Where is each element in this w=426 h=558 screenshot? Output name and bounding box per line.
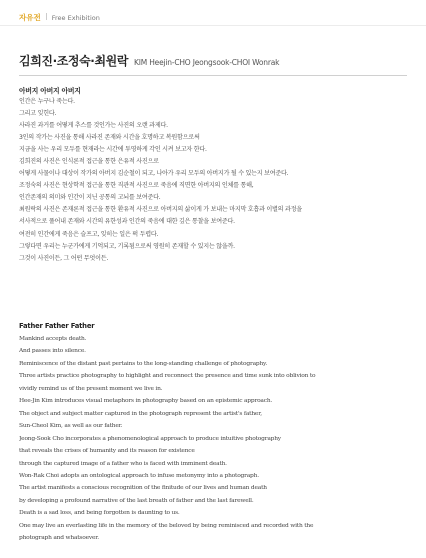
english-line: through the captured image of a father who is faced with imminent death. [19, 460, 227, 467]
korean-line: 조정숙의 사진은 현상학적 접근을 통한 직관적 사진으로 죽음에 직면한 아버지의 인체를 통해, [19, 182, 254, 190]
header-divider [0, 25, 426, 26]
page-title-row [19, 52, 279, 69]
english-line: One may live an everlasting life in the memory of the beloved by being reminisced and recorded with the [19, 522, 314, 529]
korean-line: 그것이 사진이든, 그 어떤 무엇이든. [19, 254, 109, 262]
english-line: Sun-Cheol Kim, as well as our father. [19, 423, 123, 430]
breadcrumb-category-en: Free Exhibition [51, 14, 100, 22]
english-heading: Father Father Father [19, 322, 95, 330]
korean-line: 인간은 누구나 죽는다. [19, 98, 75, 105]
english-line: Mankind accepts death. [19, 336, 87, 342]
english-line: Jeong-Sook Cho incorporates a phenomenological approach to produce intuitive photography [19, 435, 281, 442]
korean-line: 그리고 잊힌다. [19, 110, 57, 118]
page-title: 김희진·조정숙·최원락 [19, 54, 129, 68]
korean-line: 3인의 작가는 사진을 통해 사라진 존재와 시간을 호명하고 복원함으로써 [19, 134, 200, 142]
korean-heading: 아버지 아버지 아버지 [19, 87, 81, 95]
korean-line: 서사적으로 풀어내 존재와 시간의 유한성과 인간의 죽음에 대한 깊은 통찰을 보여준다. [19, 218, 235, 226]
english-line: Death is a sad loss, and being forgotten is daunting to us. [19, 510, 180, 517]
title-divider [19, 75, 407, 76]
breadcrumb-category[interactable]: 자유전 [19, 13, 41, 22]
korean-text [19, 96, 416, 265]
korean-line: 지금을 사는 우리 모두를 현재라는 시간에 투영하게 각인 시켜 보고자 한다. [19, 146, 207, 154]
korean-line: 최원락의 사진은 존재론적 접근을 통한 환유적 사진으로 아버지의 삶이게 가 보내는 마지막 호흡과 이별의 과정을 [19, 206, 302, 214]
english-line: Hee-Jin Kim introduces visual metaphors in photography based on an epistemic approach. [19, 398, 273, 405]
english-line: And passes into silence. [19, 348, 86, 355]
korean-line: 그렇다면 우리는 누군가에게 기억되고, 기록됨으로써 영원히 존재할 수 있지는 않을까. [19, 242, 235, 250]
page-title-en: KIM Heejin-CHO Jeongsook-CHOI Wonrak [134, 58, 280, 67]
korean-line: 여전히 인간에게 죽음은 슬프고, 잊히는 일은 퍽 두렵다. [19, 230, 159, 238]
korean-line: 인간존재의 의미와 인간이 지닌 공통의 고뇌를 보여준다. [19, 194, 161, 202]
english-text [19, 333, 416, 545]
english-line: Three artists practice photography to highlight and reconnect the presence and time sunk into oblivion to [19, 373, 316, 380]
english-line: Reminiscence of the distant past pertains to the long-standing challenge of photography. [19, 360, 268, 367]
english-line: that reveals the crises of humanity and its reason for existence [19, 448, 195, 455]
english-line: Won-Rak Choi adopts an ontological approach to infuse metonymy into a photograph. [19, 472, 259, 479]
english-line: The artist manifests a conscious recognition of the finitude of our lives and human death [19, 485, 267, 492]
english-line: photograph and whatsoever. [19, 535, 99, 542]
korean-line: 어떻게 사물이나 대상이 작가의 아버지 김순철이 되고, 나아가 우리 모두의 아버지가 될 수 있는지 보여준다. [19, 170, 289, 178]
english-line: vividly remind us of the present moment we live in. [19, 385, 163, 392]
english-line: by developing a profound narrative of the last breath of father and the last farewell. [19, 497, 254, 504]
english-line: The object and subject matter captured in the photograph represent the artist's father, [19, 410, 262, 417]
breadcrumb-divider [46, 13, 47, 20]
breadcrumb [19, 12, 100, 23]
korean-line: 김희진의 사진은 인식론적 접근을 통한 은유적 사진으로 [19, 158, 159, 166]
korean-line: 사라진 과거를 어떻게 추스를 것인가는 사진의 오랜 과제다. [19, 122, 168, 130]
